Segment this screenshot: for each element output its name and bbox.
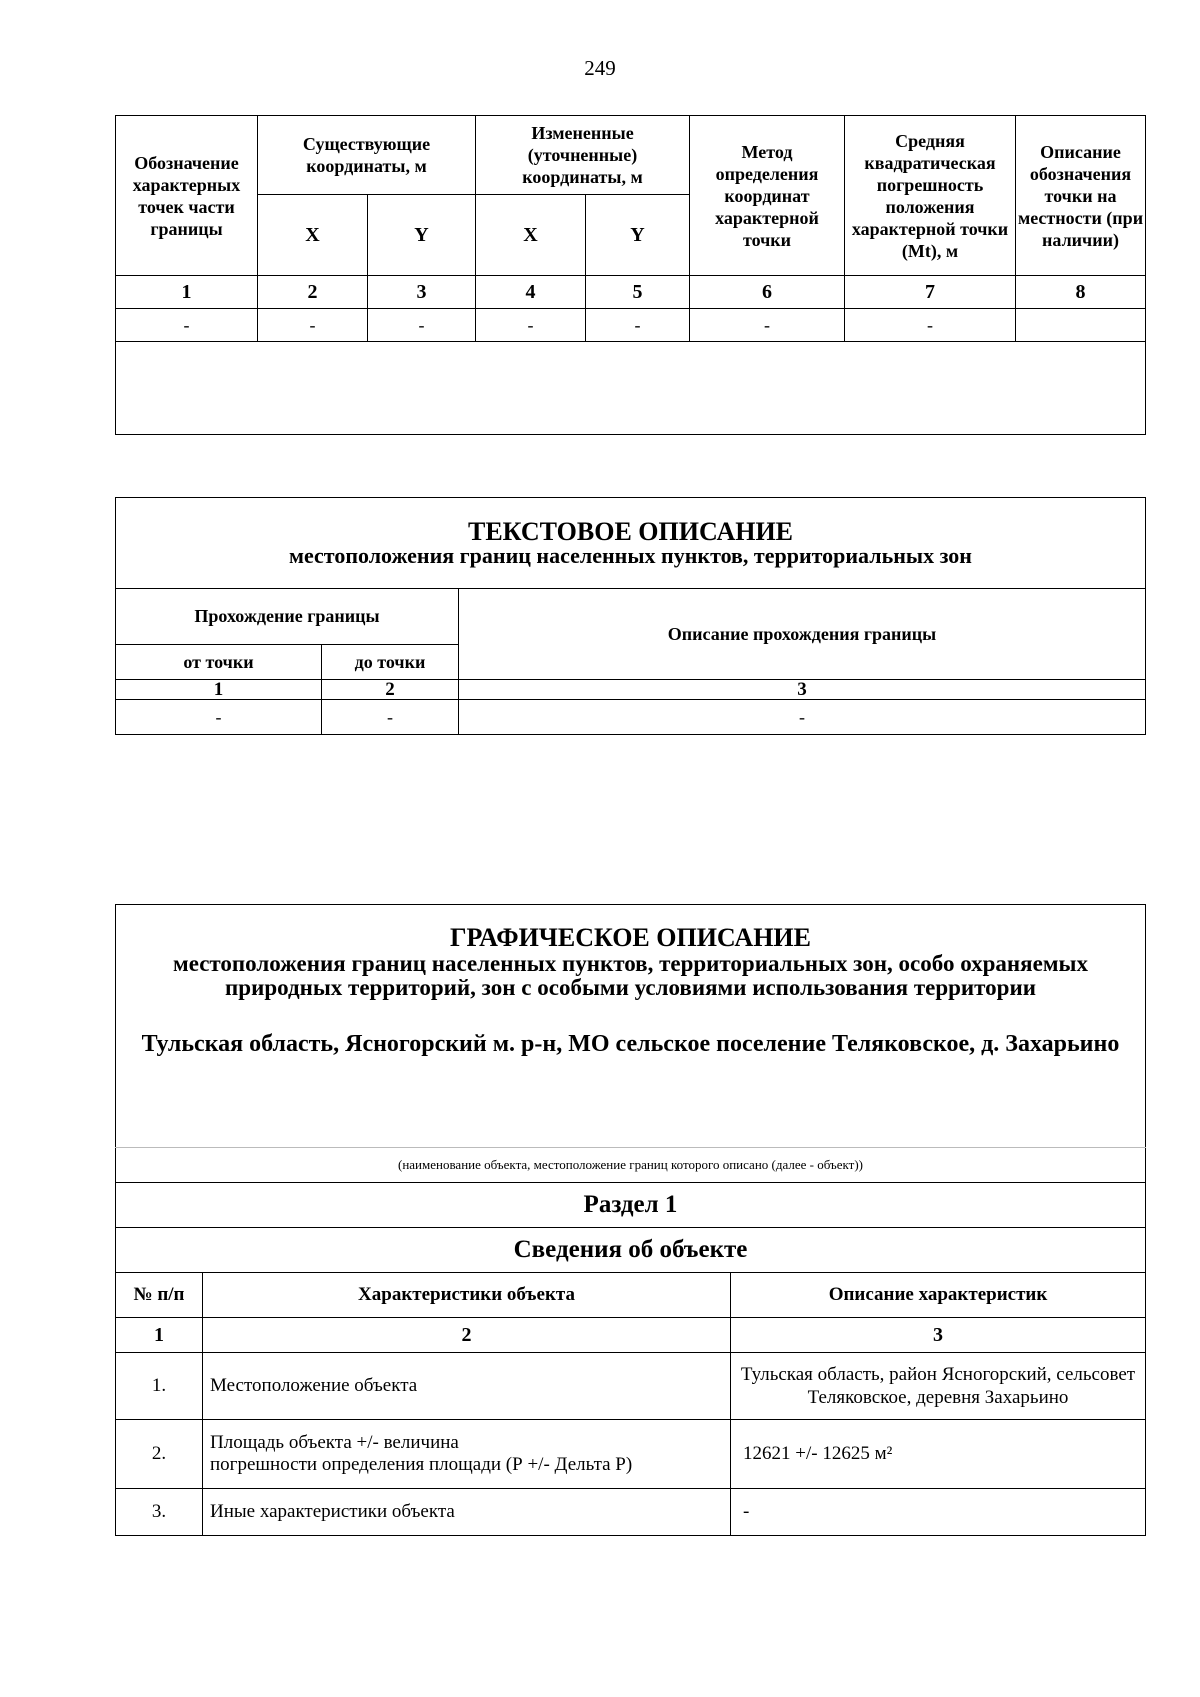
table-cell: - [322,700,459,735]
header-row-number: № п/п [116,1273,203,1318]
object-location-title: Тульская область, Ясногорский м. р-н, МО сельское поселение Теляковское, д. Захарьино [141,1031,1120,1057]
table-cell: - [258,309,368,342]
column-number: 7 [845,276,1016,309]
column-number: 1 [116,680,322,700]
table-cell: - [368,309,476,342]
graphic-description-subtitle: местоположения границ населенных пунктов, территориальных зон, особо охраняемых природных территорий, зон с особыми условиями использования территории [173,951,1088,1000]
header-x: X [476,195,586,276]
header-y: Y [586,195,690,276]
column-number: 5 [586,276,690,309]
column-number: 3 [368,276,476,309]
table-cell: - [845,309,1016,342]
characteristic-name-line: Площадь объекта +/- величина [210,1432,459,1453]
graphic-description-title: ГРАФИЧЕСКОЕ ОПИСАНИЕ [450,923,811,952]
table-cell: - [116,309,258,342]
header-to-point: до точки [322,645,459,680]
header-from-point: от точки [116,645,322,680]
column-number: 1 [116,1318,203,1353]
column-number: 8 [1016,276,1146,309]
table-cell [1016,309,1146,342]
characteristic-value: Тульская область, район Ясногорский, сельсовет Теляковское, деревня Захарьино [731,1353,1146,1420]
row-number: 2. [116,1420,203,1489]
section-label: Раздел 1 [116,1183,1146,1228]
page-number: 249 [584,56,616,80]
header-x: X [258,195,368,276]
header-point-designation: Обозначение характерных точек части границы [116,116,258,276]
empty-area [116,342,1146,435]
graphic-description-table [115,904,1146,1536]
row-number: 3. [116,1489,203,1536]
header-characteristics-description: Описание характеристик [731,1273,1146,1318]
object-name-note: (наименование объекта, местоположение границ которого описано (далее - объект)) [116,1148,1146,1183]
header-mean-error: Средняя квадратическая погрешность положения характерной точки (Mt), м [845,116,1016,276]
table-cell: - [690,309,845,342]
header-y: Y [368,195,476,276]
table-cell: - [476,309,586,342]
column-number: 3 [459,680,1146,700]
column-number: 2 [258,276,368,309]
characteristic-value: - [731,1489,1146,1536]
text-description-subtitle: местоположения границ населенных пунктов, территориальных зон [289,543,972,568]
header-changed-coordinates: Измененные (уточненные) координаты, м [476,116,690,195]
column-number: 6 [690,276,845,309]
table-cell: - [459,700,1146,735]
header-passage: Прохождение границы [116,589,459,645]
column-number: 2 [203,1318,731,1353]
characteristic-value: 12621 +/- 12625 м² [731,1420,1146,1489]
header-point-description: Описание обозначения точки на местности (при наличии) [1016,116,1146,276]
header-existing-coordinates: Существующие координаты, м [258,116,476,195]
characteristic-name: Иные характеристики объекта [203,1489,731,1536]
table-cell: - [586,309,690,342]
text-description-header [116,498,1146,589]
characteristic-name-line: погрешности определения площади (Р +/- Дельта Р) [210,1454,633,1475]
column-number: 1 [116,276,258,309]
column-number: 4 [476,276,586,309]
header-passage-description: Описание прохождения границы [459,589,1146,680]
text-description-table [115,497,1146,735]
coordinates-table [115,115,1146,435]
column-number: 2 [322,680,459,700]
text-description-title: ТЕКСТОВОЕ ОПИСАНИЕ [468,517,794,546]
column-number: 3 [731,1318,1146,1353]
row-number: 1. [116,1353,203,1420]
header-method: Метод определения координат характерной точки [690,116,845,276]
table-cell: - [116,700,322,735]
characteristic-name [203,1420,731,1489]
header-characteristics: Характеристики объекта [203,1273,731,1318]
graphic-description-header [116,905,1146,1148]
section-title: Сведения об объекте [116,1228,1146,1273]
characteristic-name: Местоположение объекта [203,1353,731,1420]
